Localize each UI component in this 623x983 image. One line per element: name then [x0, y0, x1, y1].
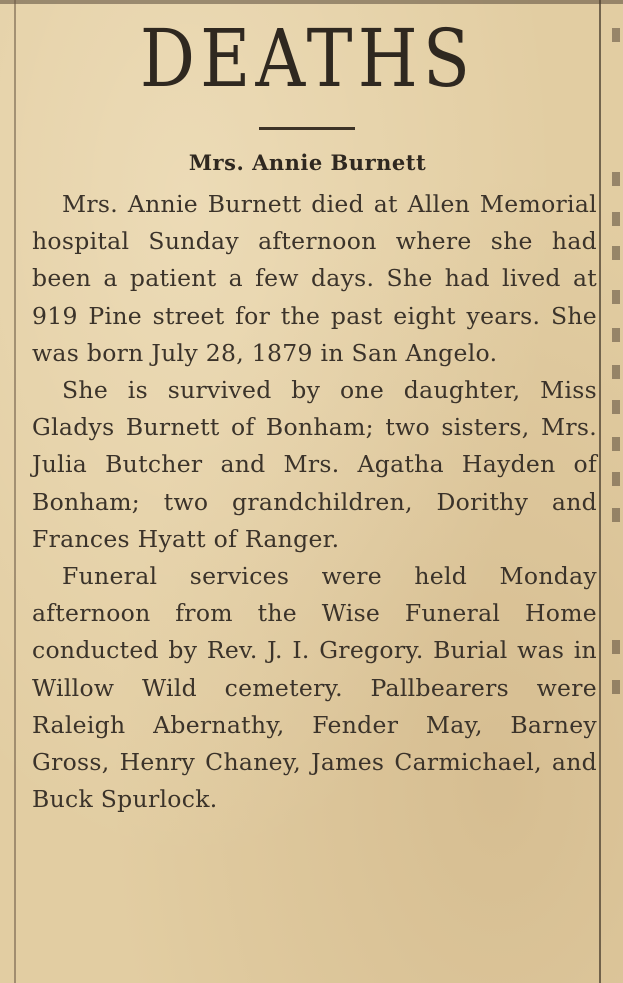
- cropped-glyph: [612, 680, 620, 694]
- cropped-glyph: [612, 290, 620, 304]
- cropped-glyph: [612, 246, 620, 260]
- heading-divider: [259, 127, 355, 130]
- cropped-glyph: [612, 365, 620, 379]
- top-column-rule: [0, 0, 623, 4]
- cropped-glyph: [612, 400, 620, 414]
- cropped-glyph: [612, 212, 620, 226]
- cropped-glyph: [612, 28, 620, 42]
- right-column-rule: [599, 0, 601, 983]
- section-heading: DEATHS: [139, 12, 476, 105]
- cropped-glyph: [612, 508, 620, 522]
- article-paragraph: She is survived by one daughter, Miss Gladys Burnett of Bonham; two sisters, Mrs. Julia Butcher and Mrs. Agatha Hayden of Bonham; two grandchildren, Dorithy and Frances Hyatt of Ranger.: [32, 376, 597, 553]
- article-headline: Mrs. Annie Burnett: [188, 150, 427, 175]
- cropped-glyph: [612, 640, 620, 654]
- cropped-glyph: [612, 328, 620, 342]
- article-paragraph: Funeral services were held Monday afternoon from the Wise Funeral Home conducted by Rev. J. I. Gregory. Burial was in Willow Wild cemetery. Pallbearers were Raleigh Abernathy, Fender May, Barney Gross, Henry Chaney, James Carmichael, and Buck Spurlock.: [32, 562, 597, 814]
- article-paragraph: Mrs. Annie Burnett died at Allen Memorial hospital Sunday afternoon where she had been a patient a few days. She had lived at 919 Pine street for the past eight years. She was born July 28, 1879 in San Angelo.: [32, 190, 597, 367]
- cropped-glyph: [612, 472, 620, 486]
- cropped-glyph: [612, 172, 620, 186]
- adjacent-column-fragment: [608, 0, 623, 983]
- article-body: [32, 186, 597, 818]
- cropped-glyph: [612, 437, 620, 451]
